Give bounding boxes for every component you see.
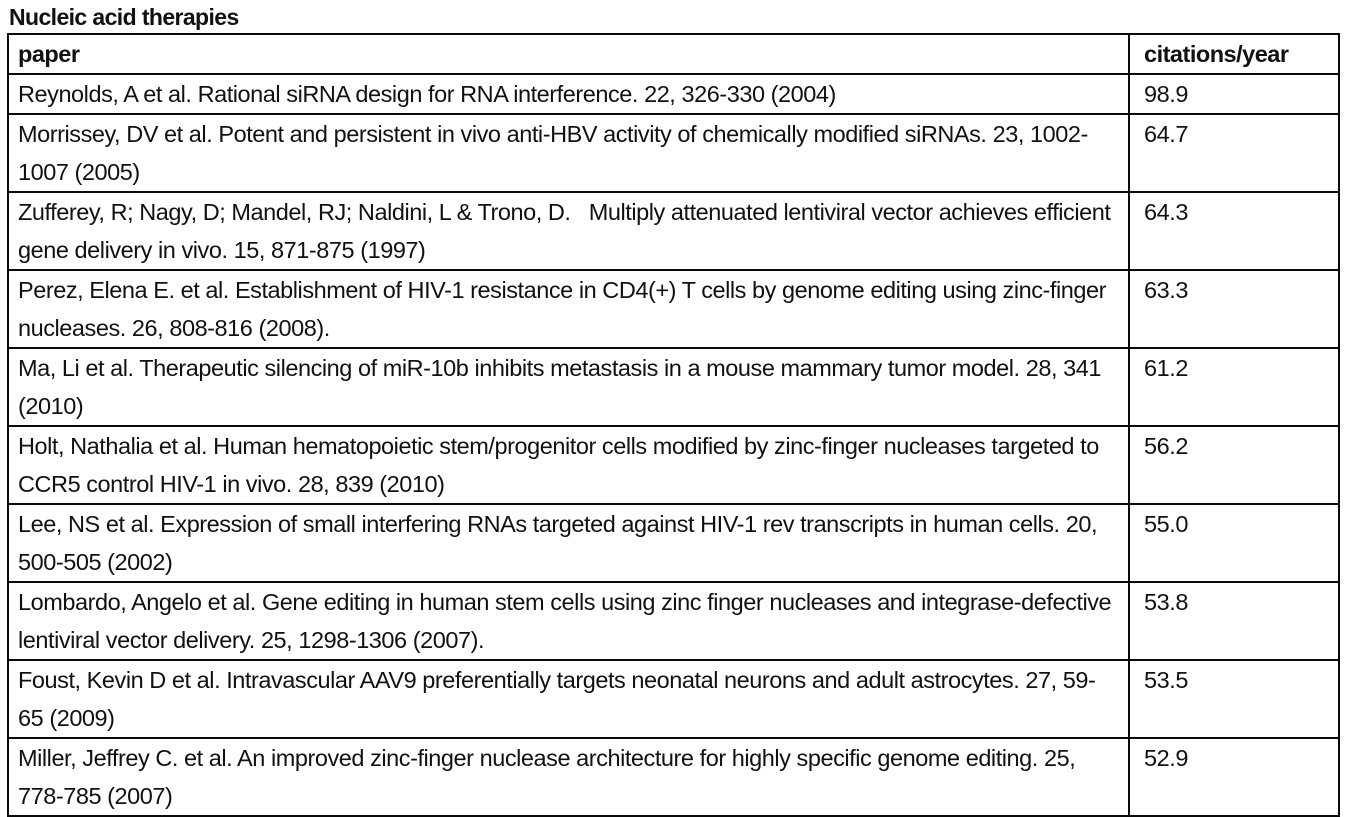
table-row [8,738,1339,816]
paper-cell: Ma, Li et al. Therapeutic silencing of miR-10b inhibits metastasis in a mouse mammary tumor model. 28, 341 (2010) [8,348,1129,426]
table-row [8,270,1339,348]
table-row [8,348,1339,426]
table-header-row [8,34,1339,74]
column-header-citations-per-year: citations/year [1129,34,1339,74]
citations-cell: 53.5 [1129,660,1339,738]
citations-cell: 64.7 [1129,114,1339,192]
citations-cell: 63.3 [1129,270,1339,348]
paper-cell: Morrissey, DV et al. Potent and persistent in vivo anti-HBV activity of chemically modified siRNAs. 23, 1002-1007 (2005) [8,114,1129,192]
citations-cell: 53.8 [1129,582,1339,660]
paper-cell: Foust, Kevin D et al. Intravascular AAV9 preferentially targets neonatal neurons and adult astrocytes. 27, 59-65 (2009) [8,660,1129,738]
paper-cell: Lee, NS et al. Expression of small interfering RNAs targeted against HIV-1 rev transcripts in human cells. 20, 500-505 (2002) [8,504,1129,582]
citations-cell: 52.9 [1129,738,1339,816]
paper-cell: Perez, Elena E. et al. Establishment of HIV-1 resistance in CD4(+) T cells by genome editing using zinc-finger nucleases. 26, 808-816 (2008). [8,270,1129,348]
paper-cell: Holt, Nathalia et al. Human hematopoietic stem/progenitor cells modified by zinc-finger nucleases targeted to CCR5 control HIV-1 in vivo. 28, 839 (2010) [8,426,1129,504]
paper-cell: Lombardo, Angelo et al. Gene editing in human stem cells using zinc finger nucleases and integrase-defective lentiviral vector delivery. 25, 1298-1306 (2007). [8,582,1129,660]
table-row [8,426,1339,504]
paper-cell: Reynolds, A et al. Rational siRNA design for RNA interference. 22, 326-330 (2004) [8,74,1129,114]
citations-cell: 98.9 [1129,74,1339,114]
table-row [8,582,1339,660]
table-row [8,114,1339,192]
paper-cell: Zufferey, R; Nagy, D; Mandel, RJ; Naldini, L & Trono, D. Multiply attenuated lentiviral vector achieves efficient gene delivery in vivo. 15, 871-875 (1997) [8,192,1129,270]
citations-cell: 56.2 [1129,426,1339,504]
paper-cell: Miller, Jeffrey C. et al. An improved zinc-finger nuclease architecture for highly specific genome editing. 25, 778-785 (2007) [8,738,1129,816]
citations-cell: 55.0 [1129,504,1339,582]
table-row [8,504,1339,582]
citations-cell: 64.3 [1129,192,1339,270]
table-row [8,74,1339,114]
papers-table [7,33,1340,817]
citations-cell: 61.2 [1129,348,1339,426]
column-header-paper: paper [8,34,1129,74]
document-title: Nucleic acid therapies [9,4,239,30]
table-row [8,192,1339,270]
table-row [8,660,1339,738]
